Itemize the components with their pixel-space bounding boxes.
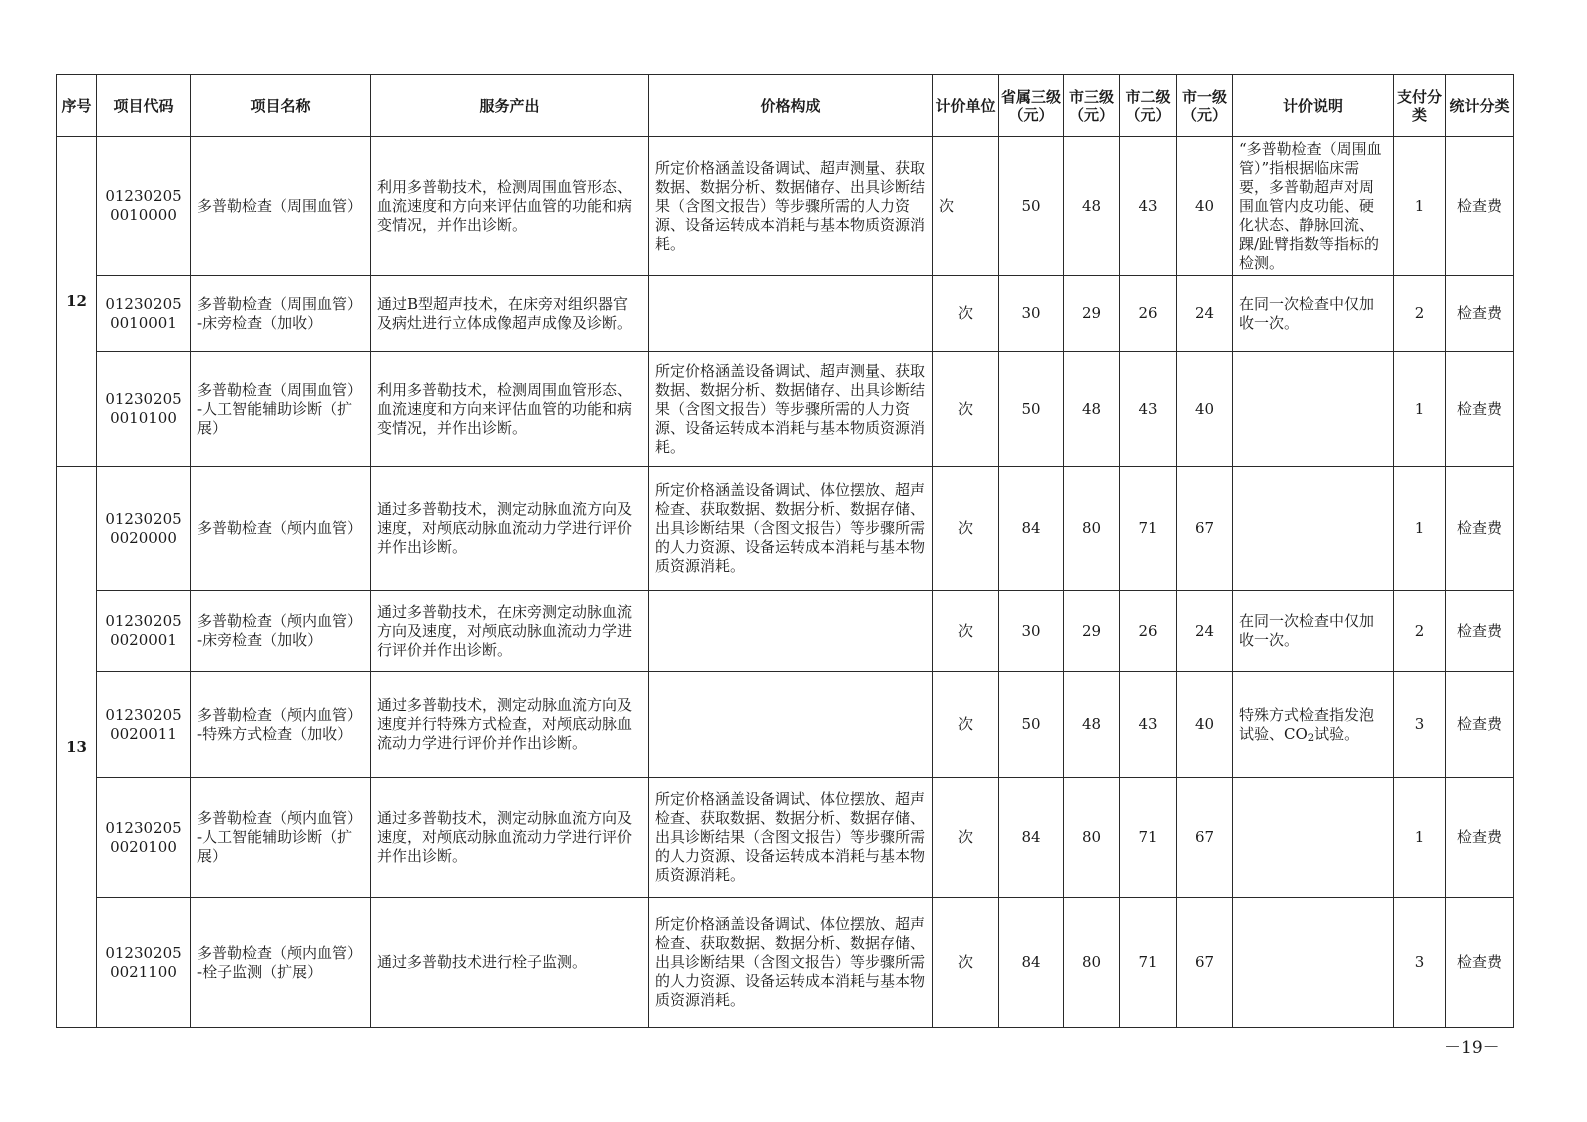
price-prov3: 50 (999, 672, 1064, 778)
price-composition: 所定价格涵盖设备调试、体位摆放、超声检查、获取数据、数据分析、数据存储、出具诊断结果（含图文报告）等步骤所需的人力资源、设备运转成本消耗与基本物质资源消耗。 (649, 898, 933, 1028)
unit: 次 (933, 591, 999, 672)
header-output: 服务产出 (371, 75, 649, 137)
item-code: 012302050021100 (97, 898, 191, 1028)
price-city2: 43 (1120, 672, 1177, 778)
table-row (57, 591, 1514, 672)
unit: 次 (933, 467, 999, 591)
item-code: 012302050020011 (97, 672, 191, 778)
header-city2: 市二级（元） (1120, 75, 1177, 137)
header-unit: 计价单位 (933, 75, 999, 137)
service-output: 通过多普勒技术，测定动脉血流方向及速度，对颅底动脉血流动力学进行评价并作出诊断。 (371, 467, 649, 591)
table-row (57, 778, 1514, 898)
price-prov3: 50 (999, 137, 1064, 276)
header-seq: 序号 (57, 75, 97, 137)
stat-category: 检查费 (1446, 778, 1514, 898)
pay-category: 1 (1394, 467, 1446, 591)
price-city3: 80 (1064, 898, 1120, 1028)
item-code: 012302050010000 (97, 137, 191, 276)
stat-category: 检查费 (1446, 898, 1514, 1028)
price-composition (649, 672, 933, 778)
price-city1: 40 (1177, 137, 1233, 276)
price-city2: 71 (1120, 898, 1177, 1028)
price-city1: 67 (1177, 778, 1233, 898)
pay-category: 1 (1394, 137, 1446, 276)
item-name: 多普勒检查（颅内血管）-特殊方式检查（加收） (191, 672, 371, 778)
table-row (57, 352, 1514, 467)
header-code: 项目代码 (97, 75, 191, 137)
group-seq-13: 13 (57, 467, 97, 1028)
price-composition: 所定价格涵盖设备调试、体位摆放、超声检查、获取数据、数据分析、数据存储、出具诊断结果（含图文报告）等步骤所需的人力资源、设备运转成本消耗与基本物质资源消耗。 (649, 467, 933, 591)
table-row (57, 137, 1514, 276)
price-city1: 67 (1177, 467, 1233, 591)
page-number: －19－ (1444, 1038, 1500, 1058)
price-city1: 24 (1177, 591, 1233, 672)
price-city1: 40 (1177, 672, 1233, 778)
price-city1: 67 (1177, 898, 1233, 1028)
price-table (56, 74, 1514, 1028)
item-name: 多普勒检查（颅内血管）-栓子监测（扩展） (191, 898, 371, 1028)
item-code: 012302050020000 (97, 467, 191, 591)
price-city3: 80 (1064, 467, 1120, 591)
price-composition (649, 591, 933, 672)
stat-category: 检查费 (1446, 352, 1514, 467)
pricing-note: “多普勒检查（周围血管）”指根据临床需要，多普勒超声对周围血管内皮功能、硬化状态、静脉回流、踝/趾臂指数等指标的检测。 (1233, 137, 1394, 276)
header-pay: 支付分类 (1394, 75, 1446, 137)
price-prov3: 84 (999, 778, 1064, 898)
price-city3: 48 (1064, 137, 1120, 276)
item-code: 012302050020001 (97, 591, 191, 672)
price-prov3: 84 (999, 898, 1064, 1028)
price-city3: 29 (1064, 276, 1120, 352)
price-prov3: 84 (999, 467, 1064, 591)
table-row (57, 276, 1514, 352)
unit: 次 (933, 672, 999, 778)
service-output: 利用多普勒技术，检测周围血管形态、血流速度和方向来评估血管的功能和病变情况，并作出诊断。 (371, 137, 649, 276)
service-output: 通过多普勒技术，在床旁测定动脉血流方向及速度，对颅底动脉血流动力学进行评价并作出诊断。 (371, 591, 649, 672)
price-composition (649, 276, 933, 352)
table-row (57, 467, 1514, 591)
header-stat: 统计分类 (1446, 75, 1514, 137)
price-prov3: 50 (999, 352, 1064, 467)
price-city3: 29 (1064, 591, 1120, 672)
unit: 次 (933, 778, 999, 898)
unit: 次 (933, 352, 999, 467)
pay-category: 1 (1394, 778, 1446, 898)
header-row (57, 75, 1514, 137)
stat-category: 检查费 (1446, 467, 1514, 591)
price-city3: 48 (1064, 672, 1120, 778)
stat-category: 检查费 (1446, 137, 1514, 276)
group-seq-12: 12 (57, 137, 97, 467)
price-city2: 26 (1120, 276, 1177, 352)
item-code: 012302050010001 (97, 276, 191, 352)
pricing-note: 在同一次检查中仅加收一次。 (1233, 276, 1394, 352)
pay-category: 3 (1394, 898, 1446, 1028)
item-name: 多普勒检查（颅内血管） (191, 467, 371, 591)
stat-category: 检查费 (1446, 591, 1514, 672)
service-output: 利用多普勒技术，检测周围血管形态、血流速度和方向来评估血管的功能和病变情况，并作出诊断。 (371, 352, 649, 467)
service-output: 通过多普勒技术进行栓子监测。 (371, 898, 649, 1028)
header-city1: 市一级（元） (1177, 75, 1233, 137)
price-prov3: 30 (999, 276, 1064, 352)
price-city3: 48 (1064, 352, 1120, 467)
item-name: 多普勒检查（颅内血管）-床旁检查（加收） (191, 591, 371, 672)
price-city1: 40 (1177, 352, 1233, 467)
pay-category: 2 (1394, 276, 1446, 352)
service-output: 通过多普勒技术，测定动脉血流方向及速度并行特殊方式检查，对颅底动脉血流动力学进行评价并作出诊断。 (371, 672, 649, 778)
price-city2: 26 (1120, 591, 1177, 672)
price-city2: 43 (1120, 352, 1177, 467)
price-city2: 71 (1120, 778, 1177, 898)
pricing-note: 特殊方式检查指发泡试验、$CO_2$试验。 (1233, 672, 1394, 778)
stat-category: 检查费 (1446, 276, 1514, 352)
pricing-note (1233, 352, 1394, 467)
item-code: 012302050020100 (97, 778, 191, 898)
item-name: 多普勒检查（周围血管） (191, 137, 371, 276)
price-city3: 80 (1064, 778, 1120, 898)
header-city3: 市三级（元） (1064, 75, 1120, 137)
price-city1: 24 (1177, 276, 1233, 352)
price-composition: 所定价格涵盖设备调试、超声测量、获取数据、数据分析、数据储存、出具诊断结果（含图文报告）等步骤所需的人力资源、设备运转成本消耗与基本物质资源消耗。 (649, 137, 933, 276)
pricing-note (1233, 467, 1394, 591)
price-city2: 43 (1120, 137, 1177, 276)
unit: 次 (933, 137, 999, 276)
pay-category: 2 (1394, 591, 1446, 672)
item-name: 多普勒检查（颅内血管）-人工智能辅助诊断（扩展） (191, 778, 371, 898)
price-prov3: 30 (999, 591, 1064, 672)
item-name: 多普勒检查（周围血管）-人工智能辅助诊断（扩展） (191, 352, 371, 467)
price-composition: 所定价格涵盖设备调试、体位摆放、超声检查、获取数据、数据分析、数据存储、出具诊断结果（含图文报告）等步骤所需的人力资源、设备运转成本消耗与基本物质资源消耗。 (649, 778, 933, 898)
pricing-note: 在同一次检查中仅加收一次。 (1233, 591, 1394, 672)
price-composition: 所定价格涵盖设备调试、超声测量、获取数据、数据分析、数据储存、出具诊断结果（含图文报告）等步骤所需的人力资源、设备运转成本消耗与基本物质资源消耗。 (649, 352, 933, 467)
header-prov3: 省属三级（元） (999, 75, 1064, 137)
price-city2: 71 (1120, 467, 1177, 591)
service-output: 通过B型超声技术，在床旁对组织器官及病灶进行立体成像超声成像及诊断。 (371, 276, 649, 352)
table-row (57, 672, 1514, 778)
header-note: 计价说明 (1233, 75, 1394, 137)
header-composition: 价格构成 (649, 75, 933, 137)
pay-category: 3 (1394, 672, 1446, 778)
item-name: 多普勒检查（周围血管）-床旁检查（加收） (191, 276, 371, 352)
pricing-note (1233, 898, 1394, 1028)
service-output: 通过多普勒技术，测定动脉血流方向及速度，对颅底动脉血流动力学进行评价并作出诊断。 (371, 778, 649, 898)
table-row (57, 898, 1514, 1028)
item-code: 012302050010100 (97, 352, 191, 467)
unit: 次 (933, 276, 999, 352)
stat-category: 检查费 (1446, 672, 1514, 778)
unit: 次 (933, 898, 999, 1028)
pay-category: 1 (1394, 352, 1446, 467)
header-name: 项目名称 (191, 75, 371, 137)
pricing-note (1233, 778, 1394, 898)
